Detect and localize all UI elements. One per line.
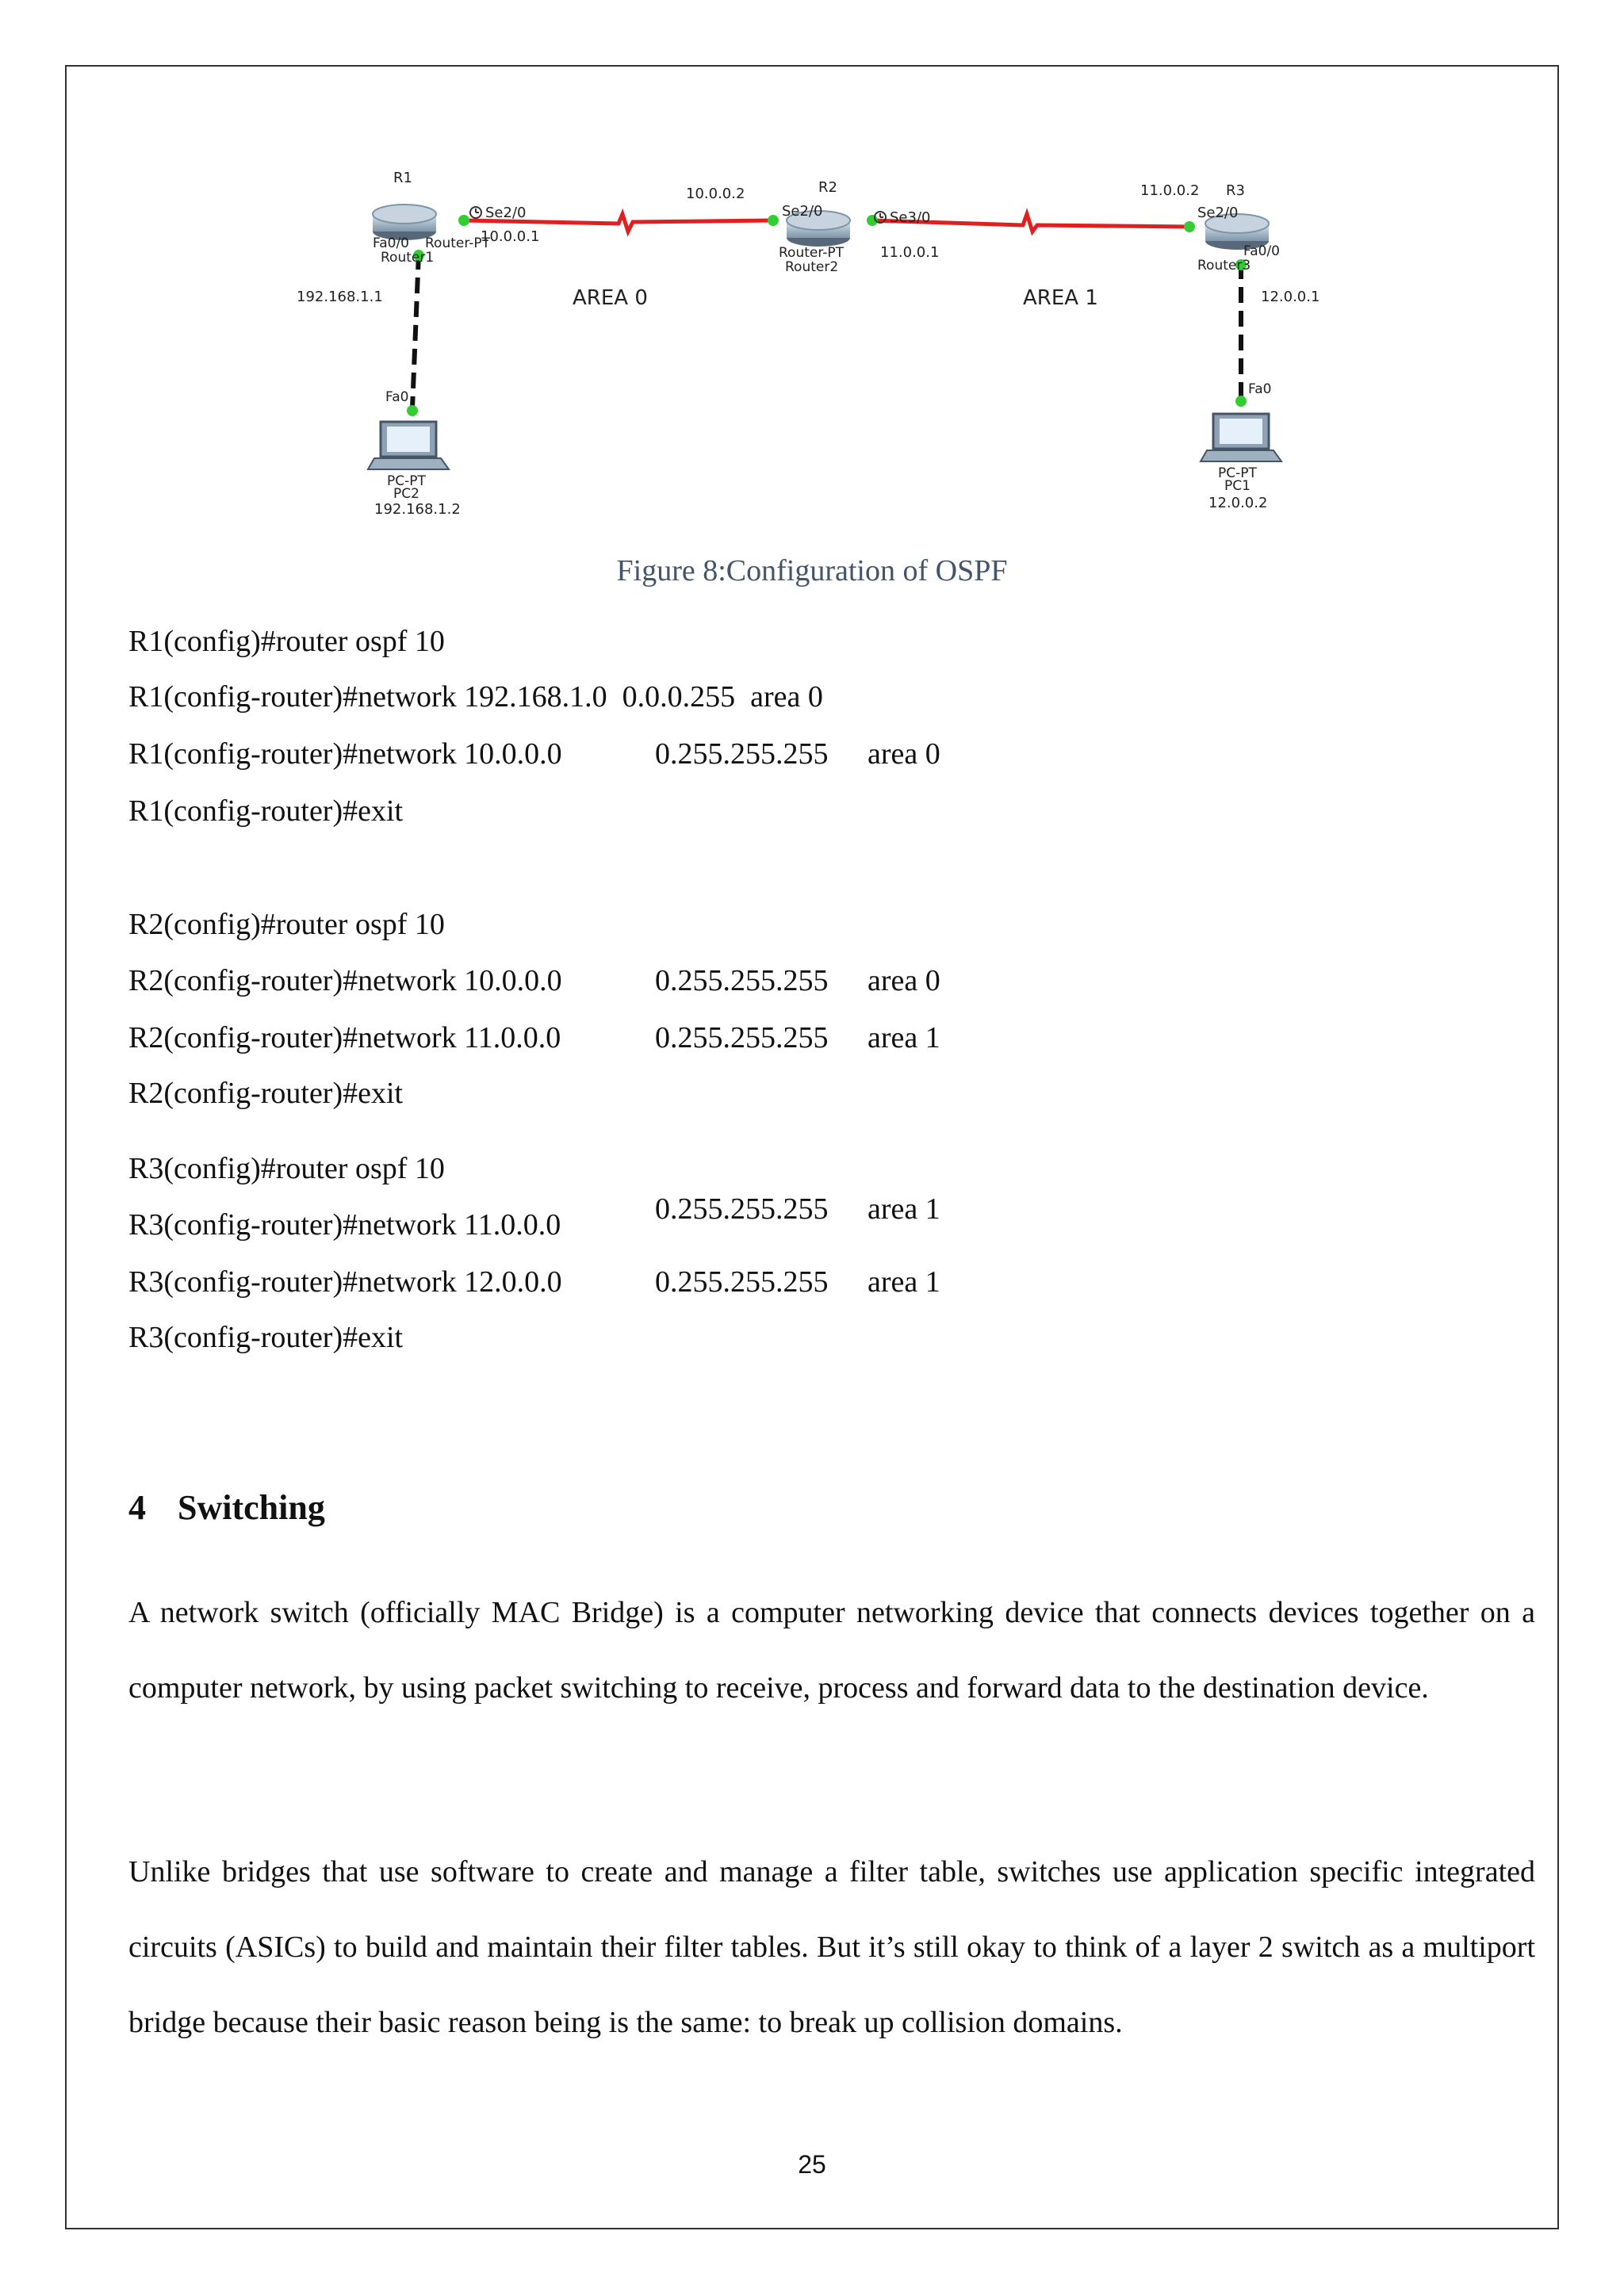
r2-left-ip: 10.0.0.2 [686, 186, 745, 202]
r3-name: R3 [1226, 182, 1245, 199]
command-line: R2(config-router)#exit [128, 1077, 404, 1110]
pc2-label: PC2 [393, 486, 419, 502]
command-line: R2(config)#router ospf 10 [128, 908, 445, 941]
pc2-port: Fa0 [385, 389, 409, 405]
pc1-ip: 12.0.0.2 [1208, 495, 1268, 511]
command-mask: 0.255.255.255 [655, 964, 829, 997]
paragraph: Unlike bridges that use software to create and manage a filter table, switches use application specific integrated circuits (ASICs) to build and maintain their filter tables. But it’s still okay to think of a layer 2 switch as a multiport bridge because their basic reason being is the same: to break up collision domains. [128, 1855, 1535, 2039]
r2-right-ip: 11.0.0.1 [880, 244, 940, 261]
r1-serial-port: Se2/0 [485, 205, 527, 221]
r1-fa-port: Fa0/0 [373, 235, 409, 251]
command-mask: 0.255.255.255 [655, 1021, 829, 1054]
r1-name: R1 [393, 170, 412, 186]
ethernet-link-r1-pc2 [412, 254, 419, 408]
paragraph: A network switch (officially MAC Bridge) is a computer networking device that connects devices together on a computer network, by using packet switching to receive, process and forward data to the destination device. [128, 1596, 1535, 1705]
r3-serial-port: Se2/0 [1197, 205, 1239, 221]
area-0-label: AREA 0 [573, 286, 648, 310]
r1-label: Router1 [381, 250, 435, 266]
command-area: area 0 [868, 964, 940, 997]
pc2-model: PC-PT [387, 473, 426, 489]
command-mask: 0.255.255.255 [655, 1192, 829, 1226]
pc2-icon [368, 422, 449, 469]
command-line: R3(config-router)#exit [128, 1321, 404, 1354]
pc2-ip: 192.168.1.2 [374, 501, 461, 518]
r2-model: Router-PT [779, 245, 845, 261]
command-line: R2(config-router)#network 10.0.0.0 [128, 964, 562, 997]
command-mask: 0.255.255.255 [655, 737, 829, 771]
section-title: Switching [178, 1488, 325, 1527]
pc1-icon [1201, 414, 1281, 461]
r3-fa-ip: 12.0.0.1 [1261, 289, 1320, 305]
r3-serial-ip: 11.0.0.2 [1140, 182, 1200, 199]
r2-right-port: Se3/0 [890, 209, 931, 226]
section-number: 4 [128, 1488, 146, 1527]
r1-model: Router-PT [425, 235, 491, 251]
command-line: R1(config-router)#network 192.168.1.0 0.0.0.255 area 0 [128, 680, 823, 714]
r1-fa-ip: 192.168.1.1 [297, 289, 383, 305]
pc1-port: Fa0 [1248, 381, 1272, 397]
section-heading [128, 1487, 325, 1528]
command-area: area 0 [868, 737, 940, 771]
page-number: 25 [798, 2150, 826, 2179]
figure-caption: Figure 8:Configuration of OSPF [616, 554, 1008, 587]
command-area: area 1 [868, 1021, 940, 1054]
command-line: R3(config-router)#network 12.0.0.0 [128, 1265, 562, 1299]
pc1-model: PC-PT [1218, 465, 1257, 481]
command-area: area 1 [868, 1265, 940, 1299]
command-line: R3(config-router)#network 11.0.0.0 [128, 1208, 561, 1242]
command-line: R1(config-router)#exit [128, 794, 404, 828]
r3-label: Router3 [1197, 258, 1251, 274]
command-mask: 0.255.255.255 [655, 1265, 829, 1299]
command-line: R2(config-router)#network 11.0.0.0 [128, 1021, 561, 1054]
command-area: area 1 [868, 1192, 940, 1226]
command-line: R1(config)#router ospf 10 [128, 625, 445, 658]
r1-serial-ip: 10.0.0.1 [481, 228, 540, 245]
network-topology-diagram [285, 159, 1348, 523]
r2-label: Router2 [785, 259, 839, 275]
command-line: R3(config)#router ospf 10 [128, 1152, 445, 1185]
r2-left-port: Se2/0 [782, 203, 823, 220]
command-line: R1(config-router)#network 10.0.0.0 [128, 737, 562, 771]
pc1-label: PC1 [1224, 478, 1251, 494]
r2-name: R2 [818, 179, 837, 196]
r3-fa-port: Fa0/0 [1243, 243, 1280, 259]
area-1-label: AREA 1 [1023, 286, 1098, 310]
